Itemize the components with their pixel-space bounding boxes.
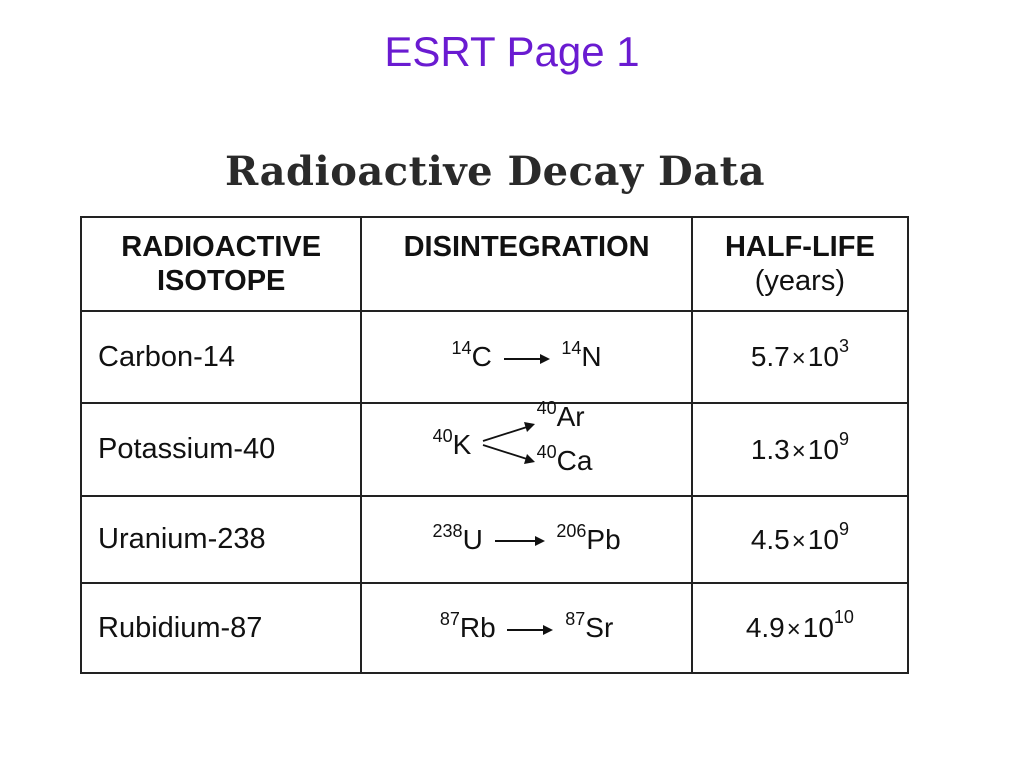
parent-nuclide (451, 338, 492, 373)
half-life-cell (692, 311, 908, 403)
isotope-column-header (81, 217, 361, 311)
half-life-base: 10 (807, 433, 839, 465)
disintegration-cell (361, 398, 691, 496)
disintegration-cell (361, 496, 691, 583)
half-life-exponent: 3 (838, 336, 849, 356)
times-sign: × (786, 616, 801, 643)
daughter-nuclide (536, 398, 585, 433)
element-symbol: N (581, 341, 602, 372)
disintegration-cell (361, 311, 691, 403)
decay-arrow-icon (495, 534, 545, 548)
table-row (81, 583, 908, 673)
half-life-mantissa: 4.9 (745, 612, 785, 643)
table-header-row (81, 217, 908, 311)
element-symbol: Rb (459, 612, 496, 643)
half-life-base: 10 (802, 612, 834, 643)
half-life-cell (692, 403, 908, 496)
disintegration-column-header: DISINTEGRATION (361, 217, 691, 311)
mass-number: 238 (432, 520, 463, 541)
isotope-name: Rubidium-87 (81, 583, 361, 673)
branching-arrows-icon (481, 413, 537, 473)
isotope-name: Potassium-40 (81, 403, 361, 496)
slide-title: ESRT Page 1 (384, 28, 640, 75)
isotope-name: Uranium-238 (81, 496, 361, 583)
decay-arrow-icon (507, 623, 553, 637)
half-life-cell (692, 496, 908, 583)
half-life-mantissa: 5.7 (750, 341, 790, 372)
mass-number: 40 (536, 398, 557, 418)
element-symbol: Pb (586, 523, 621, 555)
daughter-nuclide (561, 338, 602, 373)
parent-nuclide (432, 426, 472, 461)
mass-number: 14 (561, 338, 582, 358)
mass-number: 87 (565, 609, 586, 629)
daughter-nuclide (536, 442, 593, 477)
table-row (81, 496, 908, 583)
mass-number: 14 (451, 338, 472, 358)
mass-number: 40 (536, 442, 557, 462)
isotope-header-line2: ISOTOPE (157, 265, 286, 297)
parent-nuclide (432, 520, 483, 556)
half-life-exponent: 9 (838, 518, 849, 539)
element-symbol: Sr (585, 612, 614, 643)
times-sign: × (791, 527, 806, 555)
half-life-mantissa: 4.5 (750, 523, 790, 555)
parent-nuclide (439, 609, 496, 644)
mass-number: 87 (439, 609, 460, 629)
element-symbol: C (471, 341, 492, 372)
element-symbol: Ca (556, 445, 593, 476)
daughter-nuclide (565, 609, 614, 644)
halflife-units: (years) (754, 265, 845, 297)
disintegration-cell (361, 583, 691, 673)
element-symbol: Ar (556, 401, 585, 432)
mass-number: 40 (432, 426, 453, 446)
half-life-base: 10 (807, 523, 839, 555)
daughter-nuclide (556, 520, 621, 556)
mass-number: 206 (556, 520, 587, 541)
element-symbol: U (462, 523, 483, 555)
table-row (81, 403, 908, 496)
radioactive-decay-table (80, 216, 909, 674)
halflife-column-header (692, 217, 908, 311)
table-row (81, 311, 908, 403)
halflife-header-line1: HALF-LIFE (724, 231, 875, 263)
times-sign: × (791, 437, 806, 465)
half-life-exponent: 9 (838, 428, 849, 449)
half-life-base: 10 (807, 341, 839, 372)
element-symbol: K (452, 429, 472, 460)
table-heading: Radioactive Decay Data (224, 148, 766, 195)
half-life-mantissa: 1.3 (750, 433, 790, 465)
isotope-name: Carbon-14 (81, 311, 361, 403)
branching-decay (427, 398, 627, 485)
isotope-header-line1: RADIOACTIVE (121, 231, 322, 263)
half-life-cell (692, 583, 908, 673)
times-sign: × (791, 345, 806, 372)
decay-arrow-icon (504, 352, 550, 366)
half-life-exponent: 10 (833, 607, 854, 627)
